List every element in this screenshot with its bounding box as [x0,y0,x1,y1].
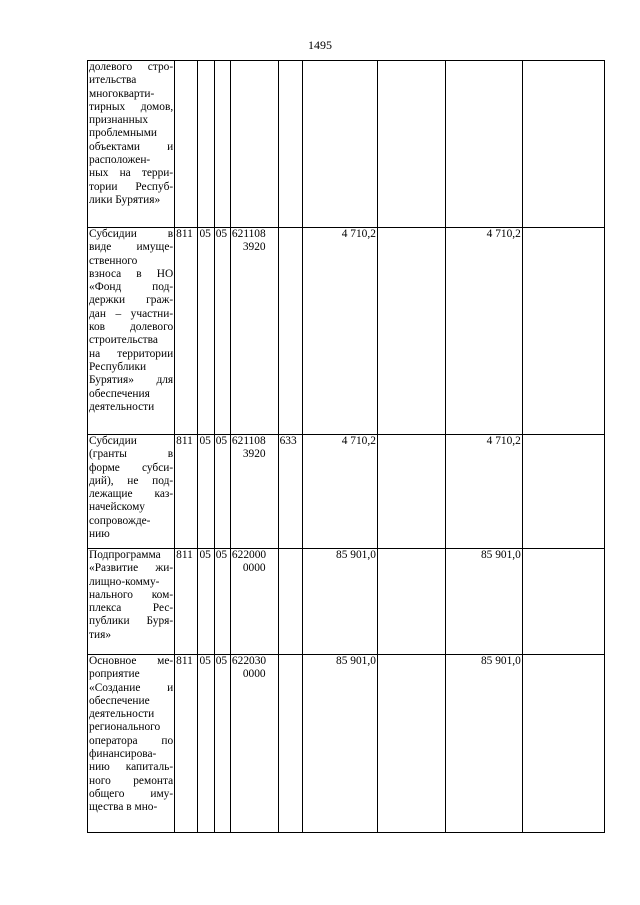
expense-type-cell [278,61,302,228]
item-name-line: проблемными [89,127,157,140]
target-article-cell [230,228,278,435]
grbs-cell: 811 [175,228,198,435]
target-article-cell [230,435,278,549]
section-cell: 05 [198,228,214,435]
amount-cell: 85 901,0 [445,549,522,655]
item-name-line: лики Бурятия» [89,193,161,206]
item-name-line: ков долевого [89,321,174,334]
amount-cell-empty [522,549,604,655]
item-name-line: оператора по [89,734,174,747]
item-name-line: деятельности [89,708,155,721]
target-article-cell [230,549,278,655]
item-name-line: регионального [89,721,161,734]
target-article-code-1: 622030 [231,655,267,667]
item-name-line: публики Буря- [89,615,174,628]
item-name-line: роприятие [89,668,140,681]
amount-cell-empty [377,435,445,549]
amount-cell: 4 710,2 [302,435,377,549]
item-name-line: ного ремонта [89,774,174,787]
item-name-line: объектами и [89,140,174,153]
item-name-line: форме субси- [89,461,174,474]
item-name-line: Субсидии в [89,228,174,240]
item-name-line: дан – участни- [89,307,174,320]
item-name-line: Основное ме- [89,655,174,667]
expense-type-cell [278,228,302,435]
item-name-line: нального ком- [89,588,174,601]
amount-cell-empty [522,228,604,435]
item-name-line: плекса Рес- [89,602,174,615]
table-row [88,228,605,435]
item-name-cell [88,228,175,435]
amount-cell-empty [377,228,445,435]
expense-type-cell [278,655,302,833]
item-name-line: тирных домов, [89,100,174,113]
item-name-line: ственного [89,254,138,267]
item-name-line: (гранты в [89,448,174,461]
subsection-cell [214,61,230,228]
item-name-line: «Создание и [89,681,174,694]
table-row [88,549,605,655]
item-name-line: сопровожде- [89,514,151,527]
section-cell: 05 [198,549,214,655]
item-name-line: начейскому [89,501,145,514]
budget-table [87,60,605,833]
item-name-line: взноса в НО [89,267,174,280]
item-name-line: финансирова- [89,748,157,761]
item-name-line: лежащие каз- [89,488,174,501]
item-name-line: расположен- [89,154,151,167]
amount-cell: 85 901,0 [302,549,377,655]
amount-cell: 4 710,2 [445,228,522,435]
grbs-cell: 811 [175,655,198,833]
subsection-cell: 05 [214,655,230,833]
item-name-line: лищно-комму- [89,575,160,588]
item-name-line: многокварти- [89,87,155,100]
item-name-line: Подпрограмма [89,549,161,561]
amount-cell [302,61,377,228]
table-row [88,61,605,228]
amount-cell-empty [522,435,604,549]
page-number: 1495 [308,38,332,52]
subsection-cell: 05 [214,435,230,549]
item-name-cell [88,655,175,833]
amount-cell: 85 901,0 [302,655,377,833]
item-name-line: Бурятия» для [89,374,174,387]
target-article-code-2: 3920 [242,241,266,254]
item-name-line: дий), не под- [89,474,174,487]
item-name-cell [88,61,175,228]
item-name-line: нию [89,528,110,541]
item-name-line: держки граж- [89,294,174,307]
item-name-line: тия» [89,628,112,641]
expense-type-cell [278,549,302,655]
section-cell: 05 [198,655,214,833]
target-article-cell [230,61,278,228]
amount-cell-empty [377,61,445,228]
item-name-line: «Развитие жи- [89,562,174,575]
item-name-line: деятельности [89,400,155,413]
target-article-code-2: 0000 [242,668,266,681]
item-name-cell [88,549,175,655]
grbs-cell [175,61,198,228]
amount-cell-empty [377,655,445,833]
target-article-code-1: 621108 [231,435,266,447]
item-name-line: «Фонд под- [89,281,174,294]
item-name-line: общего иму- [89,787,174,800]
item-name-line: обеспечение [89,694,150,707]
section-cell [198,61,214,228]
grbs-cell: 811 [175,435,198,549]
target-article-code-1: 622000 [231,549,267,561]
target-article-code-2: 3920 [242,448,266,461]
item-name-line: на территории [89,347,174,360]
item-name-line: Субсидии [89,435,137,447]
item-name-line: ных на терри- [89,167,174,180]
item-name-line: тории Респуб- [89,180,174,193]
amount-cell: 4 710,2 [445,435,522,549]
item-name-line: ительства [89,74,137,87]
section-cell: 05 [198,435,214,549]
amount-cell-empty [377,549,445,655]
table-row [88,435,605,549]
amount-cell [445,61,522,228]
amount-cell-empty [522,61,604,228]
table-row [88,655,605,833]
target-article-code-2: 0000 [242,562,266,575]
target-article-cell [230,655,278,833]
item-name-line: щества в мно- [89,801,158,814]
target-article-code-1: 621108 [231,228,266,240]
expense-type-cell: 633 [278,435,302,549]
item-name-line: Республики [89,360,147,373]
item-name-line: обеспечения [89,387,150,400]
item-name-line: нию капиталь- [89,761,174,774]
item-name-line: виде имуще- [89,241,174,254]
item-name-line: признанных [89,114,149,127]
item-name-line: долевого стро- [89,61,174,73]
item-name-cell [88,435,175,549]
grbs-cell: 811 [175,549,198,655]
amount-cell-empty [522,655,604,833]
subsection-cell: 05 [214,549,230,655]
subsection-cell: 05 [214,228,230,435]
amount-cell: 85 901,0 [445,655,522,833]
item-name-line: строительства [89,334,158,347]
amount-cell: 4 710,2 [302,228,377,435]
